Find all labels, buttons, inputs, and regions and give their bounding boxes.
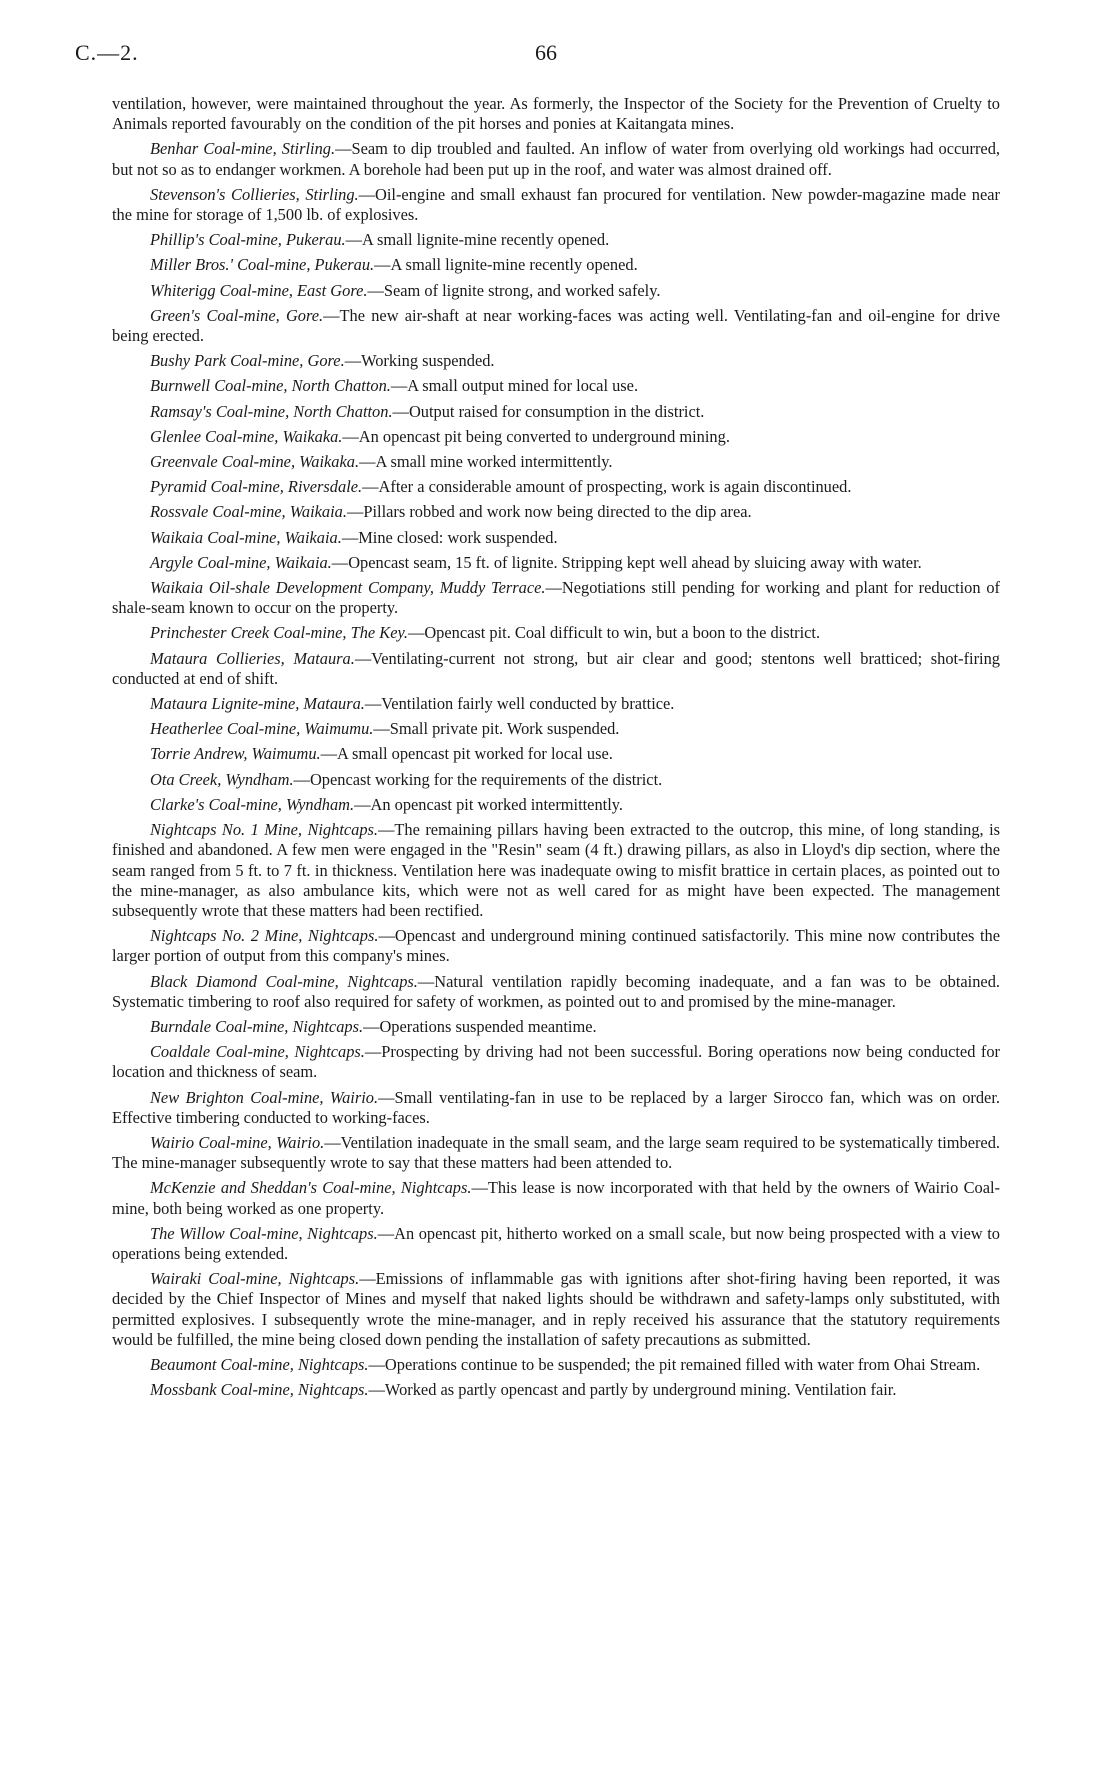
mine-entry-title: Waikaia Coal-mine, Waikaia. [150,527,342,547]
mine-entry-title: Miller Bros.' Coal-mine, Pukerau. [150,255,375,275]
mine-entry [112,502,1000,522]
mine-entry [112,185,1000,225]
mine-entry [112,1088,1000,1128]
mine-entry-text: —Oil-engine and small exhaust fan procured for ventilation. New powder-magazine made near the mine for storage of 1,500 lb. of explosives. [112,184,1000,225]
mine-entry-text: —Emissions of inflammable gas with ignitions after shot-firing having been reported, it was decided by the Chief Inspector of Mines and myself that naked lights should be withdrawn and safety-lamps only substituted, with permitted explosives. I subsequently wrote the mine-manager, and in reply received his assurance that the statutory requirements would be fulfilled, the mine being closed down pending the installation of safety precautions as submitted. [112,1269,1000,1349]
mine-entry [112,770,1000,790]
mine-entry-title: Whiterigg Coal-mine, East Gore. [150,280,368,300]
page-header [75,40,1035,80]
mine-entry-text: —After a considerable amount of prospecting, work is again discontinued. [362,477,852,497]
mine-entry [112,1042,1000,1082]
mine-entry-title: Ota Creek, Wyndham. [150,769,294,789]
mine-entry [112,306,1000,346]
mine-entry [112,477,1000,497]
mine-entry [112,528,1000,548]
mine-entry [112,376,1000,396]
mine-entry-text: —Ventilation inadequate in the small seam, and the large seam required to be systematically timbered. The mine-manager subsequently wrote to say that these matters had been attended to. [112,1132,1000,1173]
mine-entry-text: —Pillars robbed and work now being directed to the dip area. [346,502,752,522]
mine-entry-title: Nightcaps No. 2 Mine, Nightcaps. [150,926,379,946]
mine-entry-text: —Seam to dip troubled and faulted. An inflow of water from overlying old workings had occurred, but not so as to endanger workmen. A borehole had been put up in the roof, and water was almost drained off. [112,139,1000,179]
mine-entry-text: —Ventilation fairly well conducted by brattice. [364,694,675,714]
mine-entry [112,795,1000,815]
mine-entries-list [112,139,1000,1400]
mine-entry [112,351,1000,371]
mine-entry-title: Coaldale Coal-mine, Nightcaps. [150,1042,365,1062]
mine-entry [112,926,1000,966]
mine-entry-text: —An opencast pit being converted to underground mining. [342,426,730,446]
mine-entry-text: —Seam of lignite strong, and worked safely. [367,280,661,300]
mine-entry-title: Stevenson's Collieries, Stirling. [150,184,359,204]
page-number: 66 [535,40,557,65]
mine-entry-text: —Ventilating-current not strong, but air clear and good; stentons well bratticed; shot-firing conducted at end of shift. [112,648,1000,688]
mine-entry-text: —A small mine worked intermittently. [359,452,613,472]
mine-entry [112,578,1000,618]
mine-entry-title: Mataura Lignite-mine, Mataura. [150,694,365,714]
mine-entry-text: —A small lignite-mine recently opened. [374,255,638,275]
mine-entry-text: —A small output mined for local use. [390,376,639,396]
mine-entry-title: Phillip's Coal-mine, Pukerau. [150,230,346,250]
mine-entry-text: —Mine closed: work suspended. [341,527,558,547]
mine-entry-title: Greenvale Coal-mine, Waikaka. [150,452,360,472]
mine-entry [112,623,1000,643]
mine-entry-title: Ramsay's Coal-mine, North Chatton. [150,401,393,421]
mine-entry-title: Wairio Coal-mine, Wairio. [150,1132,325,1152]
mine-entry [112,972,1000,1012]
mine-entry-title: Benhar Coal-mine, Stirling. [150,139,336,159]
document-reference: C.—2. [75,40,139,65]
mine-entry-title: The Willow Coal-mine, Nightcaps. [150,1223,378,1243]
mine-entry [112,427,1000,447]
mine-entry [112,281,1000,301]
mine-entry-text: —Opencast and underground mining continued satisfactorily. This mine now contributes the larger portion of output from this company's mines. [112,926,1000,966]
mine-entry-text: —Prospecting by driving had not been successful. Boring operations now being conducted for location and thickness of seam. [112,1042,1000,1082]
mine-entry-title: Princhester Creek Coal-mine, The Key. [150,623,408,643]
mine-entry-title: Clarke's Coal-mine, Wyndham. [150,794,355,814]
mine-entry [112,1178,1000,1218]
mine-entry-title: New Brighton Coal-mine, Wairio. [150,1087,379,1107]
mine-entry-title: McKenzie and Sheddan's Coal-mine, Nightcaps. [150,1178,472,1198]
mine-entry-title: Beaumont Coal-mine, Nightcaps. [150,1354,369,1374]
mine-entry [112,452,1000,472]
mine-entry-title: Wairaki Coal-mine, Nightcaps. [150,1269,360,1289]
mine-entry [112,1380,1000,1400]
mine-entry [112,1017,1000,1037]
mine-entry-text: —Operations continue to be suspended; the pit remained filled with water from Ohai Stream. [368,1354,981,1374]
mine-entry-title: Green's Coal-mine, Gore. [150,305,324,325]
mine-entry-text: —Natural ventilation rapidly becoming inadequate, and a fan was to be obtained. Systematic timbering to roof also required for safety of workmen, as pointed out to and promised by the mine-manager. [112,971,1000,1011]
mine-entry-text: —The new air-shaft at near working-faces was acting well. Ventilating-fan and oil-engine for drive being erected. [112,305,1000,346]
mine-entry-title: Bushy Park Coal-mine, Gore. [150,351,345,371]
mine-entry [112,1269,1000,1350]
mine-entry-text: —Small private pit. Work suspended. [373,719,620,739]
mine-entry-title: Nightcaps No. 1 Mine, Nightcaps. [150,820,379,840]
mine-entry-text: —A small lignite-mine recently opened. [345,230,610,250]
mine-entry [112,255,1000,275]
mine-entry-text: —Working suspended. [344,351,495,371]
mine-entry-text: —This lease is now incorporated with that held by the owners of Wairio Coal-mine, both being worked as one property. [112,1178,1000,1218]
mine-entry [112,139,1000,179]
mine-entry-title: Burnwell Coal-mine, North Chatton. [150,376,391,396]
mine-entry [112,553,1000,573]
mine-entry-title: Heatherlee Coal-mine, Waimumu. [150,719,374,739]
mine-entry [112,820,1000,921]
mine-entry-text: —Opencast working for the requirements of the district. [293,769,663,789]
mine-entry [112,744,1000,764]
mine-entry-title: Rossvale Coal-mine, Waikaia. [150,502,347,522]
mine-entry-text: —Opencast seam, 15 ft. of lignite. Stripping kept well ahead by sluicing away with water. [331,552,922,572]
mine-entry [112,230,1000,250]
mine-entry-title: Pyramid Coal-mine, Riversdale. [150,477,363,497]
mine-entry-text: —Negotiations still pending for working and plant for reduction of shale-seam known to occur on the property. [112,578,1000,618]
mine-entry [112,1133,1000,1173]
mine-entry-title: Glenlee Coal-mine, Waikaka. [150,426,343,446]
mine-entry-text: —Small ventilating-fan in use to be replaced by a larger Sirocco fan, which was on order. Effective timbering conducted to working-faces. [112,1087,1000,1127]
mine-entry-title: Torrie Andrew, Waimumu. [150,744,321,764]
mine-entry-text: —An opencast pit worked intermittently. [354,794,623,814]
mine-entry-text: —Operations suspended meantime. [363,1016,597,1036]
mine-entry-text: —Opencast pit. Coal difficult to win, but a boon to the district. [407,623,821,643]
mine-entry [112,694,1000,714]
mine-entry-title: Mossbank Coal-mine, Nightcaps. [150,1380,369,1400]
mine-entry-title: Mataura Collieries, Mataura. [150,648,355,668]
mine-entry-text: —Output raised for consumption in the district. [392,401,705,421]
mine-entry-text: —Worked as partly opencast and partly by underground mining. Ventilation fair. [368,1380,897,1400]
mine-entry [112,402,1000,422]
mine-entry-text: —An opencast pit, hitherto worked on a small scale, but now being prospected with a view to operations being extended. [112,1223,1000,1263]
mine-entry-title: Argyle Coal-mine, Waikaia. [150,552,332,572]
mine-entry [112,1355,1000,1375]
intro-paragraph: ventilation, however, were maintained throughout the year. As formerly, the Inspector of the Society for the Prevention of Cruelty to Animals reported favourably on the condition of the pit horses and ponies at Kaitangata mines. [112,94,1000,134]
report-body [112,94,1000,1405]
mine-entry [112,649,1000,689]
mine-entry-title: Burndale Coal-mine, Nightcaps. [150,1016,364,1036]
mine-entry-title: Waikaia Oil-shale Development Company, Muddy Terrace. [150,578,546,598]
mine-entry-text: —A small opencast pit worked for local use. [320,744,613,764]
mine-entry-text: —The remaining pillars having been extracted to the outcrop, this mine, of long standing, is finished and abandoned. A few men were engaged in the "Resin" seam (4 ft.) drawing pillars, as also in Lloyd's dip section, where the seam ranged from 5 ft. to 7 ft. in thickness. Ventilation here was inadequate owing to misfit brattice in certain places, as pointed out to the mine-manager, as also ambulance kits, which were not as well cared for as might have been expected. The management subsequently wrote that these matters had been rectified. [112,820,1001,920]
mine-entry [112,719,1000,739]
mine-entry-title: Black Diamond Coal-mine, Nightcaps. [150,971,418,991]
mine-entry [112,1224,1000,1264]
